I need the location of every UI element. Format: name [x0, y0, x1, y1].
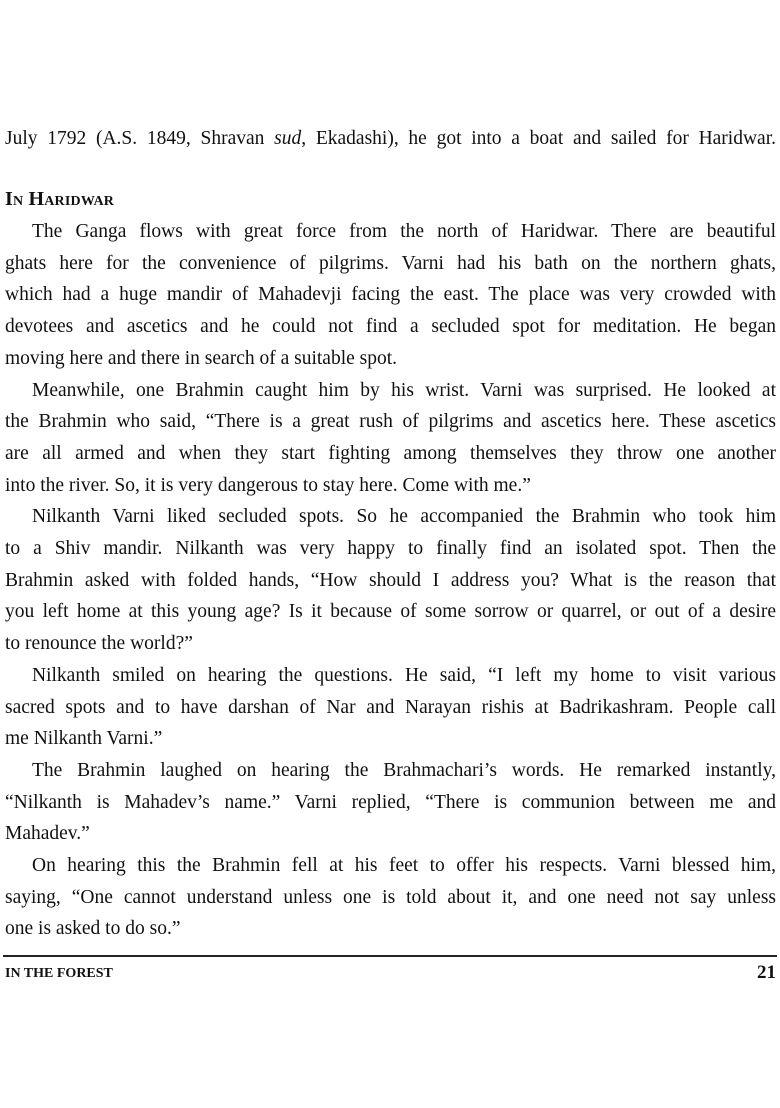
section-heading: In Haridwar: [5, 188, 115, 210]
running-title: IN THE FOREST: [5, 966, 113, 981]
paragraph-line: to renounce the world?”: [5, 633, 193, 655]
footer-rule: [3, 955, 777, 957]
paragraph-line: Mahadev.”: [5, 823, 90, 845]
paragraph-line: the Brahmin who said, “There is a great rush of pilgrims and ascetics here. These ascetics: [5, 411, 776, 433]
paragraph-line: moving here and there in search of a suitable spot.: [5, 347, 398, 369]
opening-line: [5, 127, 776, 151]
paragraph-line: are all armed and when they start fighting among themselves they throw one another: [5, 442, 776, 464]
paragraph-line: me Nilkanth Varni.”: [5, 728, 163, 750]
paragraph-line: On hearing this the Brahmin fell at his feet to offer his respects. Varni blessed him,: [32, 855, 776, 876]
paragraph-line: “Nilkanth is Mahadev’s name.” Varni replied, “There is communion between me and: [5, 791, 776, 813]
paragraph-line: to a Shiv mandir. Nilkanth was very happy to finally find an isolated spot. Then the: [5, 538, 776, 559]
paragraph-line: ghats here for the convenience of pilgrims. Varni had his bath on the northern ghats,: [5, 252, 776, 274]
paragraph-line: Nilkanth smiled on hearing the questions. He said, “I left my home to visit various: [32, 664, 776, 686]
paragraph-line: The Ganga flows with great force from the north of Haridwar. There are beautiful: [32, 221, 776, 242]
paragraph-line: devotees and ascetics and he could not find a secluded spot for meditation. He began: [5, 316, 776, 338]
opening-line-italic: sud: [274, 128, 302, 149]
opening-line-text: July 1792 (A.S. 1849, Shravan: [5, 128, 275, 149]
paragraph-line: saying, “One cannot understand unless one is told about it, and one need not say unless: [5, 886, 776, 908]
opening-line-text-end: , Ekadashi), he got into a boat and sailed for Haridwar.: [301, 128, 777, 149]
paragraph-line: one is asked to do so.”: [5, 918, 181, 940]
paragraph-line: you left home at this young age? Is it because of some sorrow or quarrel, or out of a desire: [5, 601, 776, 623]
paragraph-line: Nilkanth Varni liked secluded spots. So he accompanied the Brahmin who took him: [32, 506, 776, 528]
paragraph-line: Brahmin asked with folded hands, “How should I address you? What is the reason that: [5, 569, 776, 591]
paragraph-line: sacred spots and to have darshan of Nar and Narayan rishis at Badrikashram. People call: [5, 696, 776, 718]
paragraph-line: into the river. So, it is very dangerous to stay here. Come with me.”: [5, 474, 531, 496]
page-number: 21: [757, 962, 776, 983]
paragraph-line: which had a huge mandir of Mahadevji facing the east. The place was very crowded with: [5, 284, 776, 306]
paragraph-line: The Brahmin laughed on hearing the Brahmachari’s words. He remarked instantly,: [32, 759, 776, 781]
paragraph-line: Meanwhile, one Brahmin caught him by his wrist. Varni was surprised. He looked at: [32, 379, 776, 401]
